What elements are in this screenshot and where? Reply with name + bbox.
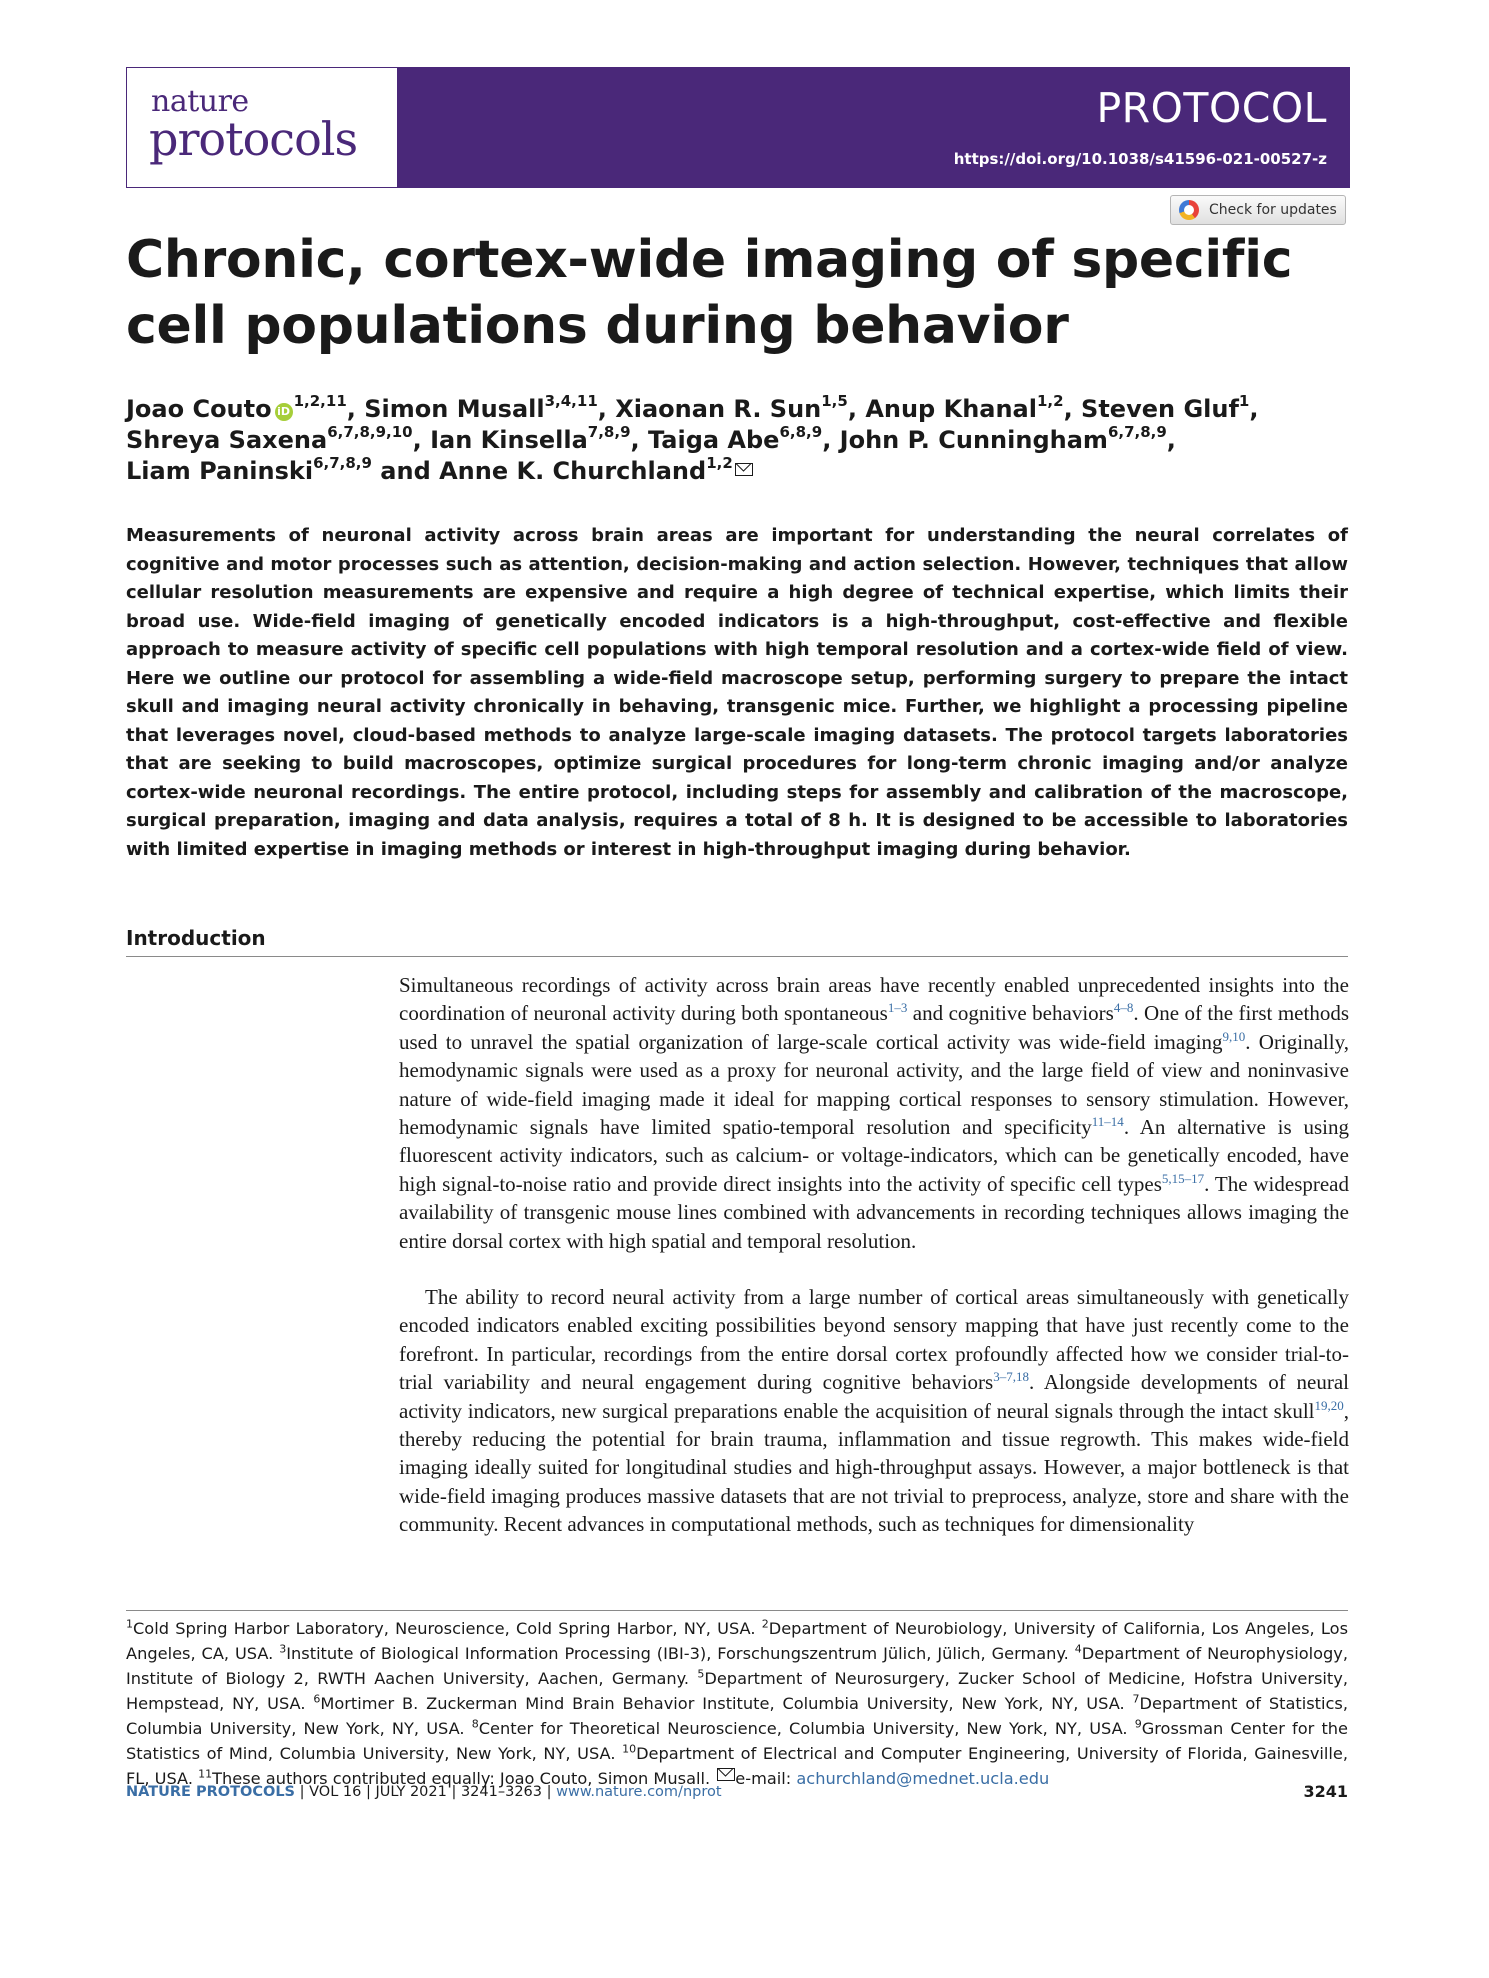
author-name[interactable]: Simon Musall	[364, 395, 545, 423]
author-name[interactable]: Shreya Saxena	[126, 426, 328, 454]
affiliation-number: 9	[1134, 1717, 1142, 1731]
affiliation-number: 4	[1074, 1642, 1082, 1656]
check-for-updates-button[interactable]	[1170, 195, 1346, 225]
affiliation-text: Department of Statistics, Columbia University, New York, NY, USA.	[126, 1694, 1348, 1738]
logo-word-protocols: protocols	[149, 112, 358, 166]
author-affiliation-ref: 1,2,11	[293, 392, 347, 410]
author-affiliation-ref: 6,7,8,9	[1107, 423, 1167, 441]
check-for-updates-label: Check for updates	[1209, 202, 1337, 218]
logo-word-nature: nature	[151, 84, 249, 119]
author-name[interactable]: Joao Couto	[126, 395, 272, 423]
affiliation-text: Cold Spring Harbor Laboratory, Neuroscience, Cold Spring Harbor, NY, USA.	[133, 1619, 762, 1638]
author-name[interactable]: John P. Cunningham	[839, 426, 1108, 454]
journal-header	[126, 67, 1350, 188]
footer-journal-name[interactable]: NATURE PROTOCOLS	[126, 1784, 296, 1800]
affiliation-number: 5	[697, 1667, 705, 1681]
author-affiliation-ref: 6,7,8,9,10	[327, 423, 413, 441]
affiliation-text: These authors contributed equally: Joao Couto, Simon Musall.	[212, 1769, 716, 1788]
footnote-divider	[126, 1610, 1348, 1611]
author-affiliation-ref: 1,2	[1036, 392, 1064, 410]
abstract: Measurements of neuronal activity across brain areas are important for understanding the neural correlates of cognitive and motor processes such as attention, decision-making and action selection. However, techniques that allow cellular resolution measurements are expensive and require a high degree of technical expertise, which limits their broad use. Wide-field imaging of genetically encoded indicators is a high-throughput, cost-effective and flexible approach to measure activity of specific cell populations with high temporal resolution and a cortex-wide field of view. Here we outline our protocol for assembling a wide-field macroscope setup, performing surgery to prepare the intact skull and imaging neural activity chronically in behaving, transgenic mice. Further, we highlight a processing pipeline that leverages novel, cloud-based methods to analyze large-scale imaging datasets. The protocol targets laboratories that are seeking to build macroscopes, optimize surgical procedures for long-term chronic imaging and/or analyze cortex-wide neuronal recordings. The entire protocol, including steps for assembly and calibration of the macroscope, surgical preparation, imaging and data analysis, requires a total of 8 h. It is designed to be accessible to laboratories with limited expertise in imaging methods or interest in high-throughput imaging during behavior.	[126, 525, 1348, 860]
doi-link[interactable]: https://doi.org/10.1038/s41596-021-00527-z	[953, 150, 1327, 168]
author-affiliation-ref: 1,2	[706, 454, 733, 472]
citation-link[interactable]: 11–14	[1091, 1114, 1124, 1130]
affiliation-number: 11	[198, 1767, 213, 1781]
author-name[interactable]: Xiaonan R. Sun	[615, 395, 822, 423]
section-divider	[126, 956, 1348, 957]
footer-url-link[interactable]: www.nature.com/nprot	[556, 1784, 722, 1800]
affiliation-number: 8	[471, 1717, 479, 1731]
affiliation-text: Department of Neurophysiology, Institute of Biology 2, RWTH Aachen University, Aachen, Germany.	[126, 1644, 1349, 1688]
citation-link[interactable]: 5,15–17	[1161, 1170, 1205, 1186]
author-list: Joao Couto iD$^{1,2,11}$, Simon Musall$^{3,4,11}$, Xiaonan R. Sun$^{1,5}$, Anup Khanal$^{1,2}$, Steven Gluf$^1$, Shreya Saxena$^{6,7,8,9,10}$, Ian Kinsella$^{7,8,9}$, Taiga Abe$^{6,8,9}$, John P. Cunningham$^{6,7,8,9}$, Liam Paninski$^{6,7,8,9}$ and Anne K. Churchland$^{1,2}$	[126, 392, 1259, 485]
intro-paragraph-1: Simultaneous recordings of activity across brain areas have recently enabled unprecedented insights into the coordination of neuronal activity during both spontaneous$^{1-3}$ and cognitive behaviors$^{4-8}$. One of the first methods used to unravel the spatial organization of large-scale cortical activity was wide-field imaging$^{9,10}$. Originally, hemodynamic signals were used as a proxy for neuronal activity, and the large field of view and noninvasive nature of wide-field imaging made it ideal for mapping cortical responses to sensory stimulation. However, hemodynamic signals have limited spatio-temporal resolution and specificity$^{11-14}$. An alternative is using fluorescent activity indicators, such as calcium- or voltage-indicators, which can be genetically encoded, have high signal-to-noise ratio and provide direct insights into the activity of specific cell types$^{5,15-17}$. The widespread availability of transgenic mouse lines combined with advancements in recording techniques allows imaging the entire dorsal cortex with high spatial and temporal resolution.	[399, 973, 1350, 1253]
author-name[interactable]: Steven Gluf	[1081, 395, 1239, 423]
contact-label: e-mail:	[735, 1769, 797, 1788]
author-name[interactable]: Anne K. Churchland	[439, 457, 707, 485]
orcid-icon[interactable]: iD	[275, 403, 293, 421]
page-footer	[126, 1784, 722, 1800]
header-banner	[397, 68, 1349, 187]
citation-link[interactable]: 9,10	[1222, 1028, 1246, 1044]
affiliation-number: 6	[313, 1692, 321, 1706]
affiliation-text: Grossman Center for the Statistics of Mind, Columbia University, New York, NY, USA.	[126, 1719, 1349, 1763]
affiliation-text: Institute of Biological Information Processing (IBI-3), Forschungszentrum Jülich, Jülich, Germany.	[286, 1644, 1075, 1663]
contact-email-link[interactable]: achurchland@mednet.ucla.edu	[796, 1769, 1050, 1788]
citation-link[interactable]: 1–3	[887, 1000, 908, 1016]
citation-link[interactable]: 19,20	[1314, 1397, 1344, 1413]
affiliation-text: Department of Neurosurgery, Zucker School of Medicine, Hofstra University, Hempstead, NY, USA.	[126, 1669, 1348, 1713]
affiliation-number: 10	[622, 1742, 637, 1756]
author-affiliation-ref: 7,8,9	[587, 423, 631, 441]
crossmark-icon	[1179, 200, 1199, 220]
affiliation-text: Center for Theoretical Neuroscience, Columbia University, New York, NY, USA.	[478, 1719, 1135, 1738]
author-affiliation-ref: 6,8,9	[779, 423, 823, 441]
page-number: 3241	[1303, 1782, 1348, 1801]
citation-link[interactable]: 4–8	[1113, 1000, 1134, 1016]
author-affiliation-ref: 6,7,8,9	[313, 454, 372, 472]
author-name[interactable]: Ian Kinsella	[430, 426, 588, 454]
article-type-label: PROTOCOL	[1096, 84, 1327, 132]
affiliation-number: 3	[279, 1642, 287, 1656]
author-name[interactable]: Anup Khanal	[865, 395, 1037, 423]
intro-paragraph-2: The ability to record neural activity from a large number of cortical areas simultaneously with genetically encoded indicators enabled exciting possibilities beyond sensory mapping that have just recently come to the forefront. In particular, recordings from the entire dorsal cortex profoundly affected how we consider trial-to-trial variability and neural engagement during cognitive behaviors$^{3-7,18}$. Alongside developments of neural activity indicators, new surgical preparations enable the acquisition of neural signals through the intact skull$^{19,20}$, thereby reducing the potential for brain trauma, inflammation and tissue regrowth. This makes wide-field imaging ideally suited for longitudinal studies and high-throughput assays. However, a major bottleneck is that wide-field imaging produces massive datasets that are not trivial to preprocess, analyze, store and share with the community. Recent advances in computational methods, such as techniques for dimensionality	[399, 1285, 1349, 1537]
paper-title: Chronic, cortex-wide imaging of specific cell populations during behavior	[126, 230, 1293, 356]
envelope-icon	[717, 1768, 735, 1781]
affiliations	[126, 1616, 1348, 1791]
affiliation-number: 2	[761, 1617, 769, 1631]
affiliation-text: Department of Neurobiology, University of California, Los Angeles, Los Angeles, CA, USA.	[126, 1619, 1349, 1663]
affiliation-text: Mortimer B. Zuckerman Mind Brain Behavior Institute, Columbia University, New York, NY, USA.	[320, 1694, 1133, 1713]
section-heading-introduction: Introduction	[126, 926, 266, 950]
author-name[interactable]: Liam Paninski	[126, 457, 314, 485]
author-affiliation-ref: 1,5	[821, 392, 848, 410]
author-affiliation-ref: 1	[1238, 392, 1250, 410]
author-affiliation-ref: 3,4,11	[544, 392, 598, 410]
footer-details: | VOL 16 | JULY 2021 | 3241–3263 |	[295, 1784, 557, 1800]
affiliation-number: 1	[126, 1617, 133, 1631]
journal-logo[interactable]	[127, 68, 397, 187]
citation-link[interactable]: 3–7,18	[993, 1369, 1029, 1385]
author-name[interactable]: Taiga Abe	[648, 426, 780, 454]
envelope-icon[interactable]	[735, 463, 753, 476]
affiliation-text: Department of Electrical and Computer Engineering, University of Florida, Gainesville, FL, USA.	[126, 1744, 1348, 1788]
affiliation-number: 7	[1132, 1692, 1140, 1706]
